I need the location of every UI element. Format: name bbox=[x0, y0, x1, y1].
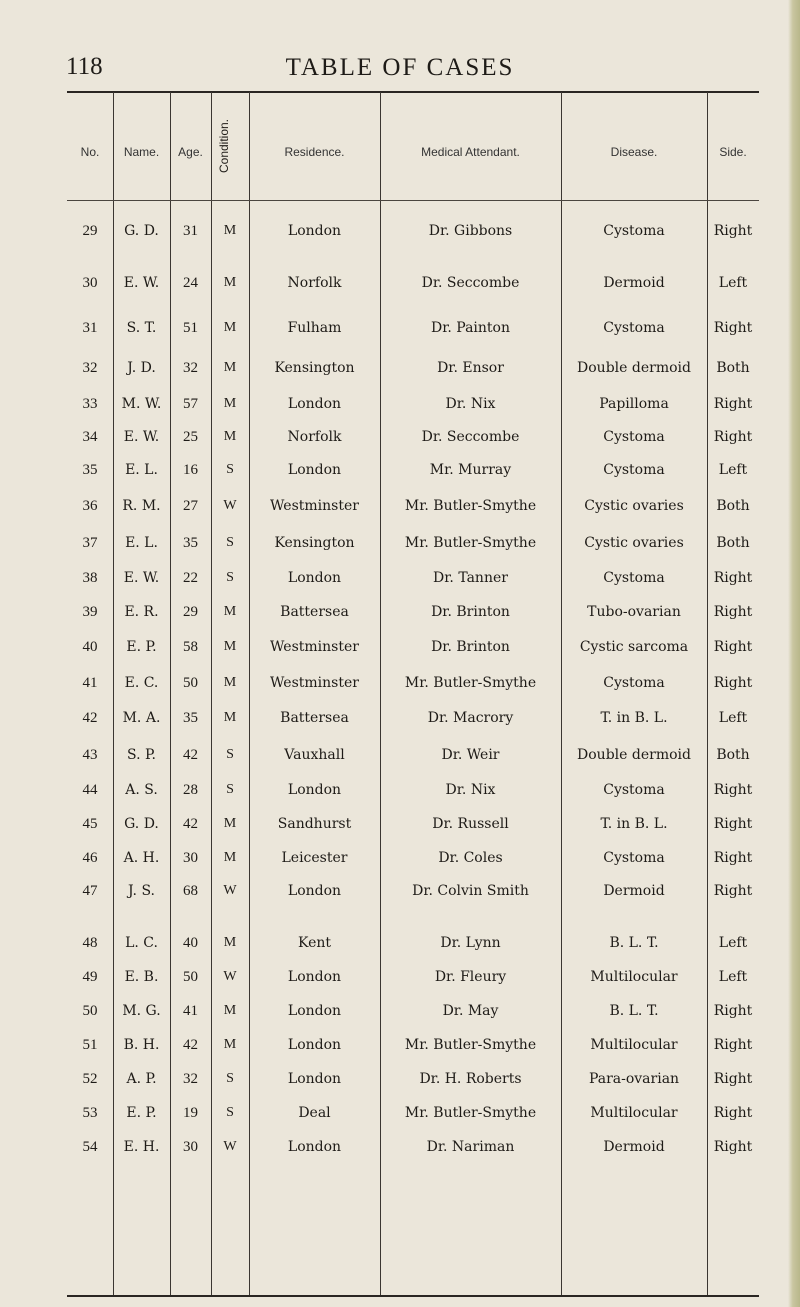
disease-cell: Tubo-ovarian bbox=[587, 604, 681, 620]
page-edge-shadow bbox=[788, 0, 800, 1307]
case-number-cell: 51 bbox=[82, 1037, 98, 1053]
patient-age-cell: 42 bbox=[183, 747, 198, 763]
medical-attendant-cell: Dr. Colvin Smith bbox=[412, 883, 529, 899]
residence-cell: London bbox=[287, 1037, 342, 1053]
residence-cell: London bbox=[287, 462, 342, 478]
medical-attendant-cell: Dr. Ensor bbox=[437, 360, 504, 376]
residence-cell: Sandhurst bbox=[277, 816, 352, 832]
header-condition-text: Condition. bbox=[217, 118, 232, 174]
patient-age-cell: 57 bbox=[183, 396, 198, 412]
patient-initials-cell: L. C. bbox=[125, 935, 158, 951]
medical-attendant-cell: Mr. Butler-Smythe bbox=[404, 675, 537, 691]
marital-condition-cell: M bbox=[223, 320, 237, 335]
page-title: TABLE OF CASES bbox=[285, 54, 515, 81]
patient-initials-cell: B. H. bbox=[123, 1037, 160, 1053]
medical-attendant-cell: Mr. Murray bbox=[429, 462, 512, 478]
residence-cell: London bbox=[287, 1003, 342, 1019]
marital-condition-cell: S bbox=[226, 747, 234, 762]
patient-initials-cell: S. P. bbox=[126, 747, 157, 763]
side-cell: Right bbox=[713, 396, 753, 412]
medical-attendant-cell: Dr. Tanner bbox=[433, 570, 508, 586]
patient-initials-cell: M. W. bbox=[121, 396, 162, 412]
marital-condition-cell: M bbox=[223, 223, 237, 238]
side-cell: Right bbox=[713, 675, 753, 691]
patient-age-cell: 42 bbox=[183, 1037, 198, 1053]
marital-condition-cell: W bbox=[223, 969, 237, 984]
patient-age-cell: 16 bbox=[183, 462, 198, 478]
marital-condition-cell: M bbox=[223, 360, 237, 375]
marital-condition-cell: S bbox=[226, 1105, 234, 1120]
patient-age-cell: 68 bbox=[183, 883, 198, 899]
table-row bbox=[67, 703, 759, 733]
patient-age-cell: 25 bbox=[183, 429, 198, 445]
table-row bbox=[67, 740, 759, 770]
medical-attendant-cell: Dr. Weir bbox=[441, 747, 500, 763]
marital-condition-cell: M bbox=[223, 639, 237, 654]
disease-cell: Cystoma bbox=[603, 223, 665, 239]
residence-cell: London bbox=[287, 570, 342, 586]
side-cell: Both bbox=[716, 535, 750, 551]
case-number-cell: 47 bbox=[82, 883, 98, 899]
side-cell: Both bbox=[716, 360, 750, 376]
medical-attendant-cell: Dr. Brinton bbox=[431, 639, 510, 655]
table-row bbox=[67, 876, 759, 906]
residence-cell: Kensington bbox=[274, 535, 355, 551]
patient-age-cell: 42 bbox=[183, 816, 198, 832]
disease-cell: Dermoid bbox=[603, 883, 665, 899]
header-side: Side. bbox=[719, 145, 747, 159]
residence-cell: London bbox=[287, 396, 342, 412]
case-number-cell: 44 bbox=[82, 782, 98, 798]
case-number-cell: 38 bbox=[82, 570, 98, 586]
case-number-cell: 46 bbox=[82, 850, 98, 866]
residence-cell: Westminster bbox=[270, 639, 359, 655]
table-row bbox=[67, 962, 759, 992]
medical-attendant-cell: Dr. Painton bbox=[431, 320, 510, 336]
disease-cell: Papilloma bbox=[599, 396, 669, 412]
residence-cell: London bbox=[287, 782, 342, 798]
table-row bbox=[67, 809, 759, 839]
residence-cell: Westminster bbox=[270, 498, 359, 514]
case-number-cell: 39 bbox=[82, 604, 98, 620]
disease-cell: Multilocular bbox=[590, 1037, 678, 1053]
side-cell: Right bbox=[713, 1003, 753, 1019]
side-cell: Right bbox=[713, 604, 753, 620]
patient-initials-cell: G. D. bbox=[124, 816, 159, 832]
patient-initials-cell: A. P. bbox=[126, 1071, 157, 1087]
header-age: Age. bbox=[178, 145, 203, 159]
marital-condition-cell: W bbox=[223, 498, 237, 513]
side-cell: Left bbox=[718, 710, 748, 726]
header-residence: Residence. bbox=[284, 145, 345, 159]
patient-initials-cell: R. M. bbox=[122, 498, 161, 514]
page-number: 118 bbox=[66, 53, 103, 80]
residence-cell: London bbox=[287, 223, 342, 239]
patient-age-cell: 27 bbox=[183, 498, 198, 514]
side-cell: Right bbox=[713, 429, 753, 445]
disease-cell: Multilocular bbox=[590, 1105, 678, 1121]
case-number-cell: 40 bbox=[82, 639, 98, 655]
residence-cell: Battersea bbox=[280, 604, 349, 620]
patient-age-cell: 50 bbox=[183, 675, 198, 691]
table-row bbox=[67, 668, 759, 698]
case-number-cell: 37 bbox=[82, 535, 98, 551]
case-number-cell: 31 bbox=[82, 320, 98, 336]
patient-age-cell: 32 bbox=[183, 360, 198, 376]
medical-attendant-cell: Dr. Seccombe bbox=[421, 275, 520, 291]
case-number-cell: 45 bbox=[82, 816, 98, 832]
marital-condition-cell: M bbox=[223, 1037, 237, 1052]
disease-cell: Cystoma bbox=[603, 782, 665, 798]
patient-age-cell: 51 bbox=[183, 320, 198, 336]
disease-cell: Dermoid bbox=[603, 1139, 665, 1155]
table-row bbox=[67, 491, 759, 521]
disease-cell: Cystoma bbox=[603, 320, 665, 336]
residence-cell: Kensington bbox=[274, 360, 355, 376]
patient-initials-cell: E. W. bbox=[123, 429, 160, 445]
side-cell: Right bbox=[713, 1139, 753, 1155]
patient-age-cell: 58 bbox=[183, 639, 198, 655]
medical-attendant-cell: Dr. Seccombe bbox=[421, 429, 520, 445]
table-row bbox=[67, 455, 759, 485]
medical-attendant-cell: Dr. Nix bbox=[445, 782, 496, 798]
patient-initials-cell: E. C. bbox=[124, 675, 159, 691]
patient-initials-cell: E. W. bbox=[123, 570, 160, 586]
case-number-cell: 50 bbox=[82, 1003, 98, 1019]
marital-condition-cell: S bbox=[226, 1071, 234, 1086]
patient-age-cell: 35 bbox=[183, 535, 198, 551]
residence-cell: London bbox=[287, 883, 342, 899]
medical-attendant-cell: Dr. Coles bbox=[438, 850, 503, 866]
side-cell: Right bbox=[713, 816, 753, 832]
side-cell: Left bbox=[718, 935, 748, 951]
disease-cell: T. in B. L. bbox=[600, 816, 668, 832]
table-row bbox=[67, 775, 759, 805]
medical-attendant-cell: Mr. Butler-Smythe bbox=[404, 498, 537, 514]
medical-attendant-cell: Dr. Lynn bbox=[440, 935, 501, 951]
residence-cell: Vauxhall bbox=[284, 747, 345, 763]
patient-initials-cell: G. D. bbox=[124, 223, 159, 239]
patient-initials-cell: E. P. bbox=[126, 1105, 157, 1121]
header-medical-attendant: Medical Attendant. bbox=[421, 145, 520, 159]
medical-attendant-cell: Dr. Russell bbox=[432, 816, 509, 832]
case-number-cell: 52 bbox=[82, 1071, 98, 1087]
case-number-cell: 35 bbox=[82, 462, 98, 478]
case-number-cell: 53 bbox=[82, 1105, 98, 1121]
case-number-cell: 49 bbox=[82, 969, 98, 985]
marital-condition-cell: W bbox=[223, 883, 237, 898]
disease-cell: Cystoma bbox=[603, 462, 665, 478]
patient-initials-cell: M. G. bbox=[122, 1003, 161, 1019]
table-row bbox=[67, 1030, 759, 1060]
residence-cell: Westminster bbox=[270, 675, 359, 691]
table-row bbox=[67, 632, 759, 662]
residence-cell: Fulham bbox=[287, 320, 342, 336]
marital-condition-cell: S bbox=[226, 570, 234, 585]
patient-initials-cell: M. A. bbox=[122, 710, 161, 726]
medical-attendant-cell: Dr. Nix bbox=[445, 396, 496, 412]
header-no: No. bbox=[80, 145, 100, 159]
table-bottom-rule bbox=[67, 1295, 759, 1297]
patient-initials-cell: A. S. bbox=[125, 782, 158, 798]
header-name: Name. bbox=[123, 145, 160, 159]
marital-condition-cell: W bbox=[223, 1139, 237, 1154]
patient-age-cell: 31 bbox=[183, 223, 198, 239]
patient-age-cell: 41 bbox=[183, 1003, 198, 1019]
table-row bbox=[67, 353, 759, 383]
side-cell: Right bbox=[713, 320, 753, 336]
side-cell: Right bbox=[713, 1105, 753, 1121]
patient-age-cell: 30 bbox=[183, 1139, 198, 1155]
medical-attendant-cell: Dr. Nariman bbox=[426, 1139, 515, 1155]
table-row bbox=[67, 422, 759, 452]
disease-cell: T. in B. L. bbox=[600, 710, 668, 726]
side-cell: Right bbox=[713, 850, 753, 866]
medical-attendant-cell: Mr. Butler-Smythe bbox=[404, 1105, 537, 1121]
patient-age-cell: 40 bbox=[183, 935, 198, 951]
table-row bbox=[67, 313, 759, 343]
disease-cell: Para-ovarian bbox=[588, 1071, 680, 1087]
medical-attendant-cell: Dr. May bbox=[442, 1003, 499, 1019]
side-cell: Right bbox=[713, 570, 753, 586]
marital-condition-cell: S bbox=[226, 782, 234, 797]
marital-condition-cell: M bbox=[223, 1003, 237, 1018]
side-cell: Right bbox=[713, 1037, 753, 1053]
patient-age-cell: 35 bbox=[183, 710, 198, 726]
patient-initials-cell: E. P. bbox=[126, 639, 157, 655]
header-condition bbox=[215, 110, 233, 182]
patient-initials-cell: A. H. bbox=[123, 850, 160, 866]
case-number-cell: 36 bbox=[82, 498, 98, 514]
side-cell: Right bbox=[713, 782, 753, 798]
medical-attendant-cell: Mr. Butler-Smythe bbox=[404, 535, 537, 551]
side-cell: Left bbox=[718, 969, 748, 985]
side-cell: Right bbox=[713, 223, 753, 239]
side-cell: Both bbox=[716, 498, 750, 514]
table-row bbox=[67, 563, 759, 593]
residence-cell: Norfolk bbox=[287, 429, 342, 445]
marital-condition-cell: M bbox=[223, 710, 237, 725]
marital-condition-cell: M bbox=[223, 604, 237, 619]
medical-attendant-cell: Dr. Brinton bbox=[431, 604, 510, 620]
medical-attendant-cell: Dr. H. Roberts bbox=[419, 1071, 522, 1087]
marital-condition-cell: M bbox=[223, 850, 237, 865]
table-row bbox=[67, 928, 759, 958]
medical-attendant-cell: Mr. Butler-Smythe bbox=[404, 1037, 537, 1053]
case-number-cell: 29 bbox=[82, 223, 98, 239]
residence-cell: Deal bbox=[298, 1105, 331, 1121]
table-row bbox=[67, 597, 759, 627]
marital-condition-cell: S bbox=[226, 462, 234, 477]
residence-cell: Leicester bbox=[281, 850, 348, 866]
disease-cell: Dermoid bbox=[603, 275, 665, 291]
header-disease: Disease. bbox=[610, 145, 658, 159]
case-number-cell: 48 bbox=[82, 935, 98, 951]
residence-cell: Kent bbox=[297, 935, 331, 951]
patient-initials-cell: E. W. bbox=[123, 275, 160, 291]
side-cell: Left bbox=[718, 462, 748, 478]
table-row bbox=[67, 1098, 759, 1128]
disease-cell: Multilocular bbox=[590, 969, 678, 985]
marital-condition-cell: M bbox=[223, 816, 237, 831]
patient-age-cell: 24 bbox=[183, 275, 198, 291]
case-number-cell: 30 bbox=[82, 275, 98, 291]
disease-cell: Cystoma bbox=[603, 850, 665, 866]
patient-initials-cell: J. S. bbox=[128, 883, 155, 899]
marital-condition-cell: M bbox=[223, 935, 237, 950]
disease-cell: Cystoma bbox=[603, 675, 665, 691]
table-row bbox=[67, 389, 759, 419]
table-row bbox=[67, 1064, 759, 1094]
side-cell: Left bbox=[718, 275, 748, 291]
medical-attendant-cell: Dr. Gibbons bbox=[428, 223, 513, 239]
patient-age-cell: 50 bbox=[183, 969, 198, 985]
medical-attendant-cell: Dr. Macrory bbox=[427, 710, 514, 726]
case-number-cell: 34 bbox=[82, 429, 98, 445]
disease-cell: Cystic ovaries bbox=[584, 535, 684, 551]
patient-age-cell: 32 bbox=[183, 1071, 198, 1087]
table-row bbox=[67, 1132, 759, 1162]
marital-condition-cell: M bbox=[223, 275, 237, 290]
patient-age-cell: 29 bbox=[183, 604, 198, 620]
side-cell: Both bbox=[716, 747, 750, 763]
case-number-cell: 32 bbox=[82, 360, 98, 376]
case-number-cell: 41 bbox=[82, 675, 98, 691]
residence-cell: Battersea bbox=[280, 710, 349, 726]
disease-cell: Double dermoid bbox=[577, 360, 691, 376]
table-row bbox=[67, 528, 759, 558]
case-number-cell: 43 bbox=[82, 747, 98, 763]
patient-age-cell: 28 bbox=[183, 782, 198, 798]
residence-cell: Norfolk bbox=[287, 275, 342, 291]
table-row bbox=[67, 216, 759, 246]
side-cell: Right bbox=[713, 639, 753, 655]
patient-initials-cell: E. H. bbox=[123, 1139, 160, 1155]
disease-cell: Cystic ovaries bbox=[584, 498, 684, 514]
case-number-cell: 33 bbox=[82, 396, 98, 412]
case-number-cell: 42 bbox=[82, 710, 98, 726]
marital-condition-cell: S bbox=[226, 535, 234, 550]
patient-initials-cell: E. L. bbox=[125, 535, 158, 551]
patient-initials-cell: E. B. bbox=[124, 969, 159, 985]
residence-cell: London bbox=[287, 1071, 342, 1087]
patient-age-cell: 22 bbox=[183, 570, 198, 586]
table-row bbox=[67, 996, 759, 1026]
residence-cell: London bbox=[287, 1139, 342, 1155]
side-cell: Right bbox=[713, 1071, 753, 1087]
table-row bbox=[67, 843, 759, 873]
table-row bbox=[67, 268, 759, 298]
marital-condition-cell: M bbox=[223, 429, 237, 444]
residence-cell: London bbox=[287, 969, 342, 985]
medical-attendant-cell: Dr. Fleury bbox=[434, 969, 507, 985]
disease-cell: Cystoma bbox=[603, 429, 665, 445]
patient-initials-cell: S. T. bbox=[126, 320, 157, 336]
disease-cell: B. L. T. bbox=[609, 1003, 659, 1019]
case-number-cell: 54 bbox=[82, 1139, 98, 1155]
marital-condition-cell: M bbox=[223, 396, 237, 411]
patient-initials-cell: J. D. bbox=[127, 360, 156, 376]
patient-initials-cell: E. L. bbox=[125, 462, 158, 478]
side-cell: Right bbox=[713, 883, 753, 899]
patient-age-cell: 30 bbox=[183, 850, 198, 866]
disease-cell: Cystoma bbox=[603, 570, 665, 586]
marital-condition-cell: M bbox=[223, 675, 237, 690]
disease-cell: B. L. T. bbox=[609, 935, 659, 951]
patient-initials-cell: E. R. bbox=[124, 604, 159, 620]
table-header bbox=[67, 92, 759, 212]
disease-cell: Cystic sarcoma bbox=[579, 639, 689, 655]
patient-age-cell: 19 bbox=[183, 1105, 198, 1121]
disease-cell: Double dermoid bbox=[577, 747, 691, 763]
